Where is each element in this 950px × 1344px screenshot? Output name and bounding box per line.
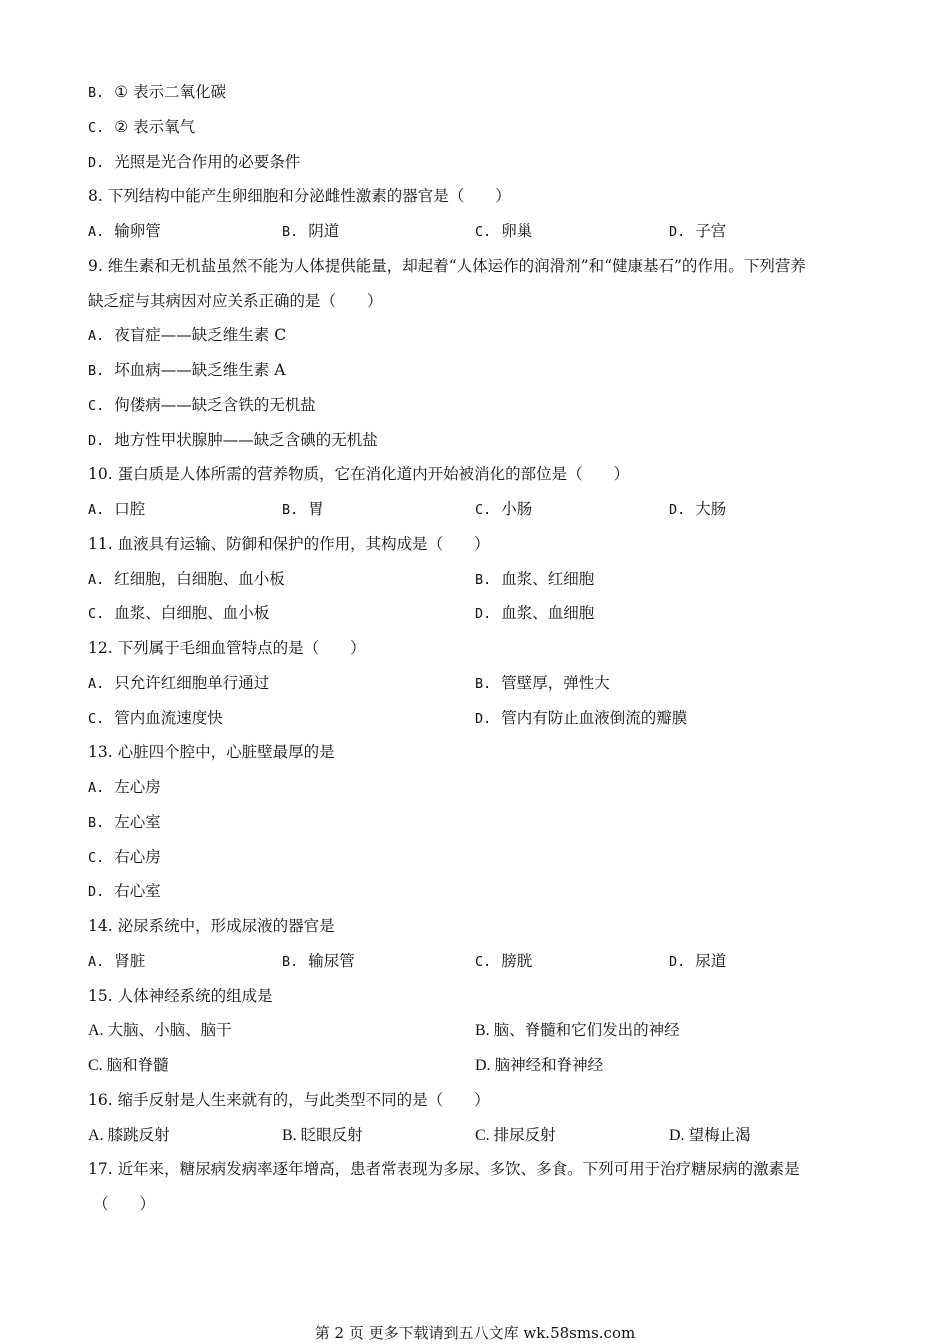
option-text: 小肠 <box>501 500 533 518</box>
option-text: 左心室 <box>114 812 161 831</box>
option-label: D. <box>88 884 105 901</box>
option-label: A. <box>88 502 105 518</box>
option-label: B. <box>282 502 299 518</box>
page-footer: 第 2 页 更多下载请到五八文库 wk.58sms.com <box>314 1324 636 1342</box>
option-text: 肾脏 <box>114 951 146 970</box>
option-label: C. <box>88 119 105 136</box>
option-label: D. <box>88 432 105 449</box>
option-label: C. <box>88 606 105 623</box>
option-text: 管内血流速度快 <box>114 708 223 727</box>
option-label: D. <box>88 154 105 171</box>
answer-option <box>88 673 269 694</box>
option-label: B. <box>475 675 492 692</box>
answer-option <box>475 569 594 590</box>
option-text: 大肠 <box>695 500 727 518</box>
option-label: D. <box>475 710 492 727</box>
answer-option <box>88 951 145 972</box>
option-text: 脑和脊髓 <box>106 1056 169 1074</box>
option-text: 大脑、小脑、脑干 <box>107 1021 232 1040</box>
option-text: 子宫 <box>695 222 727 240</box>
option-label: C. <box>88 710 105 727</box>
option-label: C. <box>88 1057 103 1074</box>
answer-option <box>282 1125 363 1146</box>
answer-option <box>88 221 161 242</box>
option-text: 血浆、血细胞 <box>501 604 595 623</box>
answer-option <box>88 152 890 173</box>
option-label: B. <box>282 224 299 240</box>
answer-option <box>669 951 726 972</box>
answer-option <box>88 430 890 451</box>
answer-option <box>88 569 285 590</box>
option-text: 输卵管 <box>114 222 161 240</box>
option-text: 坏血病——缺乏维生素 A <box>114 361 286 379</box>
option-label: A. <box>88 1022 104 1040</box>
question-text: 15. 人体神经系统的组成是 <box>88 986 273 1005</box>
answer-option <box>88 603 269 624</box>
answer-option <box>282 221 339 242</box>
question-text: 16. 缩手反射是人生来就有的，与此类型不同的是（ ） <box>88 1090 490 1109</box>
answer-option <box>88 360 890 381</box>
option-label: B. <box>88 814 105 831</box>
question-text: 缺乏症与其病因对应关系正确的是（ ） <box>88 291 383 310</box>
option-label: A. <box>88 953 105 970</box>
option-label: D. <box>669 502 686 518</box>
option-text: 膀胱 <box>501 951 533 970</box>
option-label: B. <box>475 1022 490 1040</box>
question-text: 14. 泌尿系统中，形成尿液的器官是 <box>88 917 335 935</box>
answer-option <box>88 881 890 902</box>
answer-option <box>475 499 532 520</box>
answer-option <box>475 1020 680 1041</box>
option-text: 卵巢 <box>501 222 533 240</box>
answer-option <box>88 1055 169 1076</box>
option-label: A. <box>88 780 105 796</box>
option-label: C. <box>88 397 105 414</box>
option-label: C. <box>475 953 492 970</box>
question-text: 12. 下列属于毛细血管特点的是（ ） <box>88 639 366 657</box>
option-text: 左心房 <box>114 778 161 796</box>
option-text: 阴道 <box>308 222 340 240</box>
question-text: 13. 心脏四个腔中，心脏壁最厚的是 <box>88 743 335 762</box>
answer-option <box>669 499 726 520</box>
option-label: A. <box>88 571 105 588</box>
answer-option <box>475 603 594 624</box>
option-label: D. <box>669 953 686 970</box>
answer-option <box>282 951 355 972</box>
question-text: （ ） <box>93 1195 156 1213</box>
option-text: ② 表示氧气 <box>114 117 196 136</box>
question-text: 11. 血液具有运输、防御和保护的作用，其构成是（ ） <box>88 534 490 553</box>
option-label: C. <box>475 1126 490 1144</box>
answer-option <box>88 708 223 729</box>
option-label: D. <box>475 1057 491 1074</box>
answer-option <box>475 1125 556 1146</box>
answer-option <box>88 82 890 103</box>
answer-option <box>282 499 324 520</box>
option-label: C. <box>475 502 492 518</box>
option-text: 地方性甲状腺肿——缺乏含碘的无机盐 <box>114 430 378 449</box>
option-label: A. <box>88 224 105 240</box>
answer-option <box>88 1020 232 1041</box>
question-text: 8. 下列结构中能产生卵细胞和分泌雌性激素的器官是（ ） <box>88 187 511 206</box>
answer-option <box>475 1055 603 1076</box>
option-text: 管内有防止血液倒流的瓣膜 <box>501 708 688 727</box>
answer-option <box>88 812 890 833</box>
option-label: B. <box>88 363 105 379</box>
option-text: 血浆、红细胞 <box>501 569 595 588</box>
answer-option <box>475 673 610 694</box>
option-text: ① 表示二氧化碳 <box>114 83 227 101</box>
answer-option <box>475 708 687 729</box>
question-text: 9. 维生素和无机盐虽然不能为人体提供能量，却起着“人体运作的润滑剂”和“健康基石”的作用。下列营养 <box>88 256 806 275</box>
option-label: D. <box>475 606 492 623</box>
answer-option <box>669 221 726 242</box>
option-label: B. <box>282 953 299 970</box>
option-label: B. <box>88 85 105 101</box>
option-text: 血浆、白细胞、血小板 <box>114 604 270 623</box>
question-text: 17. 近年来，糖尿病发病率逐年增高，患者常表现为多尿、多饮、多食。下列可用于治疗糖尿病的激素是 <box>88 1160 800 1179</box>
option-text: 脑、脊髓和它们发出的神经 <box>493 1021 680 1040</box>
answer-option <box>88 117 890 138</box>
option-text: 右心室 <box>114 882 161 901</box>
answer-option <box>88 847 890 868</box>
option-label: D. <box>669 1126 685 1144</box>
option-text: 脑神经和脊神经 <box>494 1056 604 1074</box>
answer-option <box>88 777 890 798</box>
option-text: 右心房 <box>114 847 161 866</box>
question-text: 10. 蛋白质是人体所需的营养物质，它在消化道内开始被消化的部位是（ ） <box>88 465 630 484</box>
option-text: 口腔 <box>114 500 146 518</box>
answer-option <box>475 221 532 242</box>
answer-option <box>88 395 890 416</box>
option-text: 管壁厚，弹性大 <box>501 673 610 692</box>
option-text: 夜盲症——缺乏维生素 C <box>114 326 287 345</box>
answer-option <box>475 951 532 972</box>
answer-option <box>669 1125 751 1146</box>
option-text: 膝跳反射 <box>107 1125 170 1144</box>
option-text: 佝偻病——缺乏含铁的无机盐 <box>114 395 316 414</box>
option-text: 光照是光合作用的必要条件 <box>114 152 301 171</box>
option-label: C. <box>88 849 105 866</box>
option-label: A. <box>88 675 105 692</box>
option-label: A. <box>88 1126 104 1144</box>
option-text: 胃 <box>308 500 324 518</box>
option-text: 尿道 <box>695 951 727 970</box>
option-text: 望梅止渴 <box>688 1125 751 1144</box>
option-label: B. <box>282 1126 297 1144</box>
option-text: 红细胞，白细胞、血小板 <box>114 569 285 588</box>
option-label: C. <box>475 224 492 240</box>
option-label: B. <box>475 571 492 588</box>
answer-option <box>88 1125 170 1146</box>
answer-option <box>88 499 145 520</box>
option-label: A. <box>88 328 105 345</box>
option-text: 只允许红细胞单行通过 <box>114 673 270 692</box>
answer-option <box>88 325 890 346</box>
option-label: D. <box>669 224 686 240</box>
option-text: 排尿反射 <box>493 1125 556 1144</box>
option-text: 输尿管 <box>308 951 355 970</box>
option-text: 眨眼反射 <box>300 1125 363 1144</box>
